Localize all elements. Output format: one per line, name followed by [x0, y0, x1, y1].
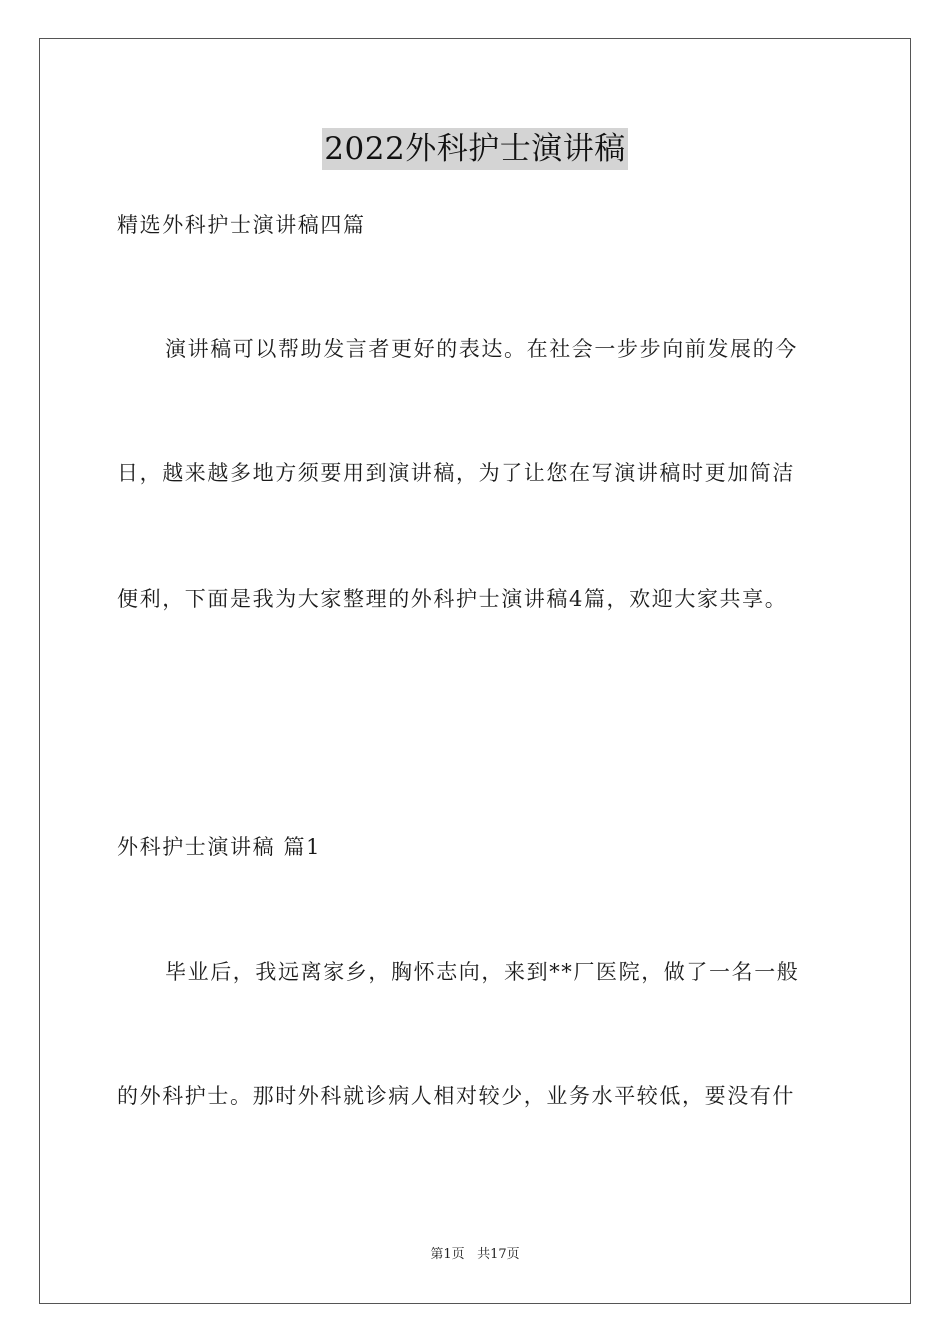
- page-total: 共17页: [477, 1247, 520, 1262]
- section-paragraph-line: 的外科护士。那时外科就诊病人相对较少，业务水平较低，要没有什: [117, 1084, 795, 1108]
- page-footer: [0, 1246, 950, 1264]
- section-heading: 外科护士演讲稿 篇1: [117, 835, 322, 859]
- document-subtitle: 精选外科护士演讲稿四篇: [117, 213, 366, 237]
- intro-paragraph-line: 演讲稿可以帮助发言者更好的表达。在社会一步步向前发展的今: [165, 337, 798, 361]
- document-title: 2022外科护士演讲稿: [322, 128, 627, 170]
- intro-paragraph-line: 日，越来越多地方须要用到演讲稿，为了让您在写演讲稿时更加简洁: [117, 461, 795, 485]
- section-paragraph-line: 毕业后，我远离家乡，胸怀志向，来到**厂医院，做了一名一般: [165, 960, 800, 984]
- title-container: [0, 128, 950, 170]
- page-number: 第1页: [430, 1247, 465, 1262]
- intro-paragraph-line: 便利，下面是我为大家整理的外科护士演讲稿4篇，欢迎大家共享。: [117, 587, 788, 611]
- footer-spacer: [465, 1247, 477, 1262]
